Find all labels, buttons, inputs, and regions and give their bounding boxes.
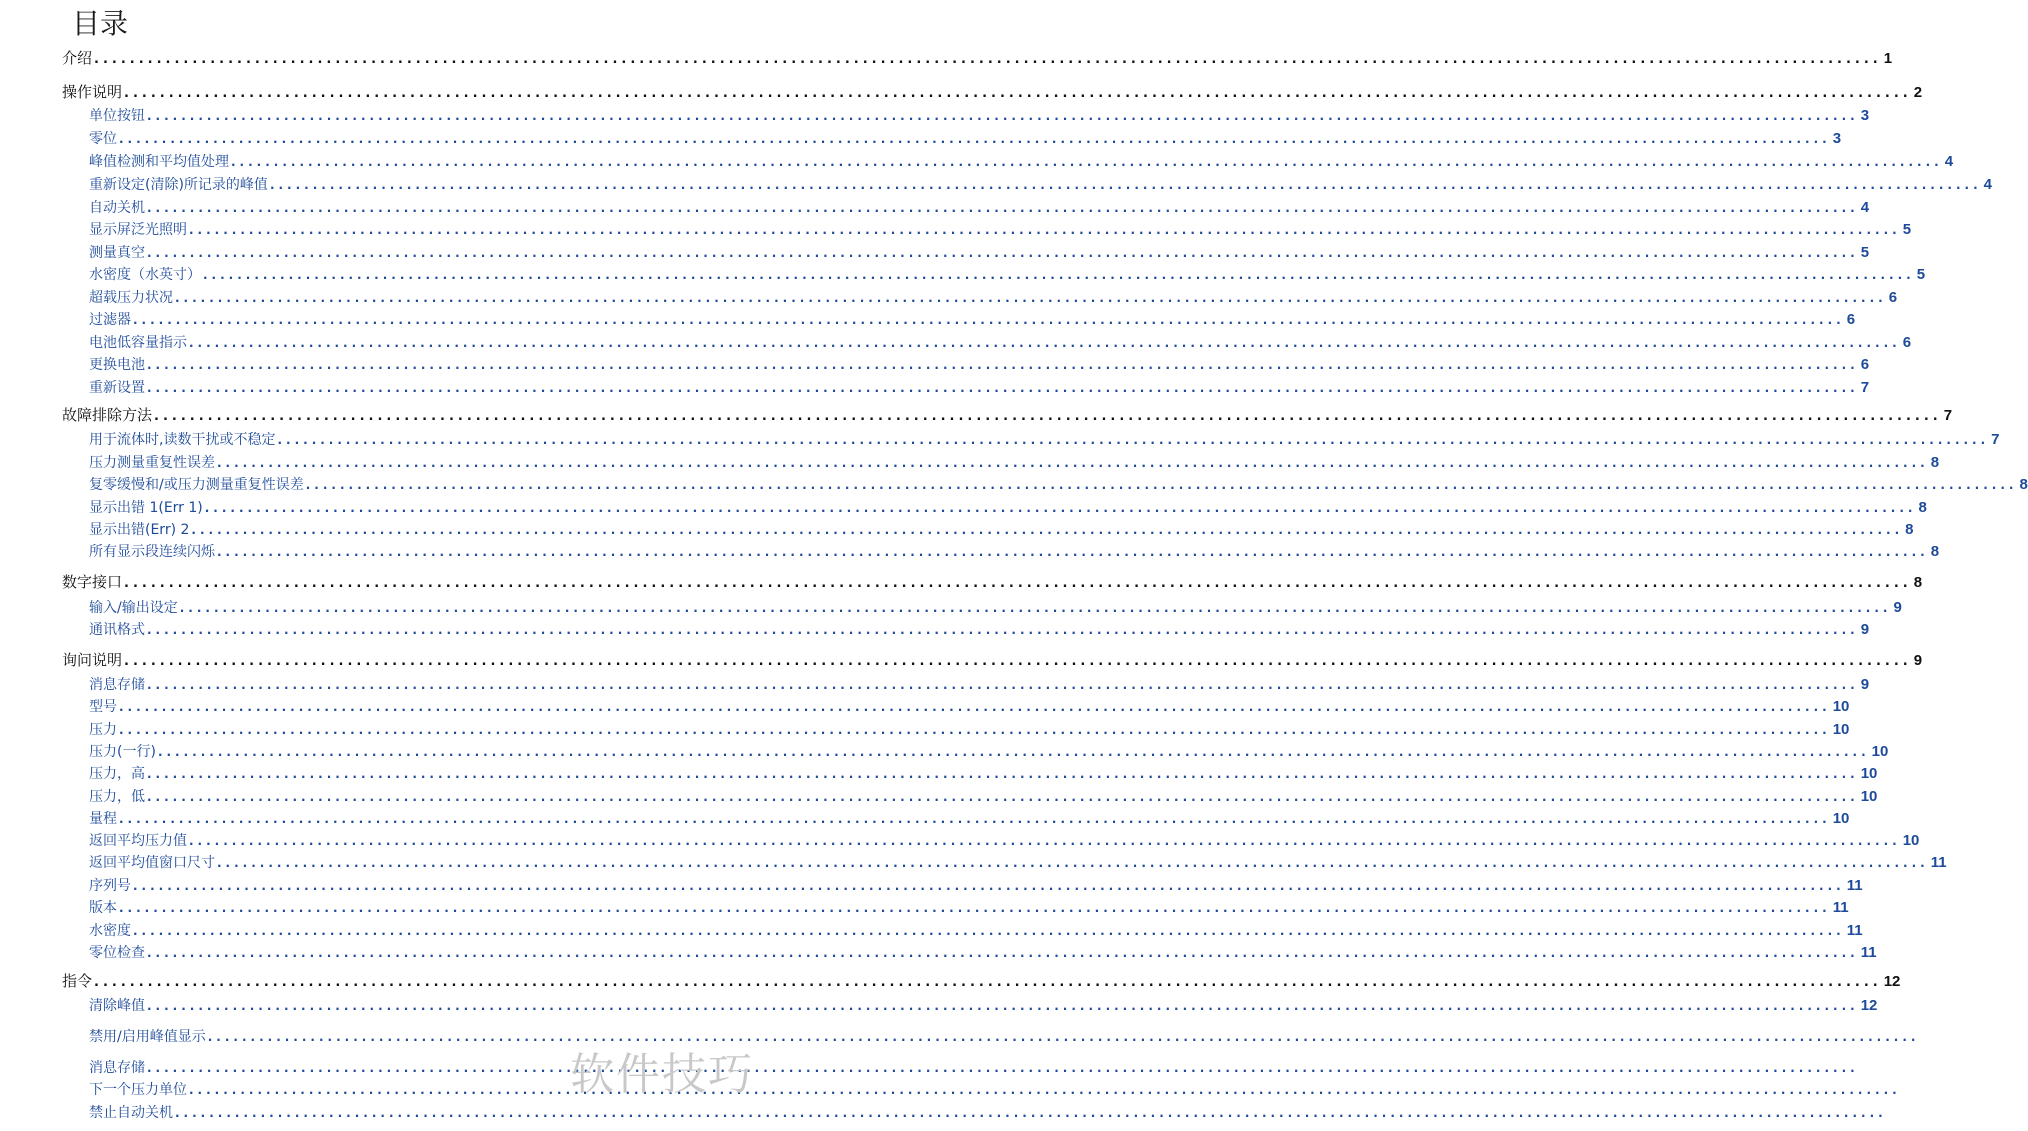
dot-leader: ........................................................................................................................................................................................................ xyxy=(277,433,1990,447)
toc-entry[interactable] xyxy=(0,696,1850,716)
toc-entry[interactable] xyxy=(0,174,1992,194)
toc-entry[interactable] xyxy=(0,474,2028,494)
toc-entry-page-number: 9 xyxy=(1860,621,1870,638)
toc-entry[interactable] xyxy=(0,377,1870,397)
toc-entry-page-number: 8 xyxy=(1905,521,1914,538)
toc-entry[interactable] xyxy=(0,497,1927,517)
toc-entry[interactable] xyxy=(0,264,1926,284)
dot-leader: ........................................................................................................................................................................................................ xyxy=(147,1061,1859,1075)
toc-entry-page-number: 4 xyxy=(1983,176,1992,193)
toc-entry-label: 自动关机 xyxy=(89,200,145,216)
toc-entry-page-number: 11 xyxy=(1860,944,1877,961)
toc-entry[interactable] xyxy=(0,995,1878,1015)
toc-entry[interactable] xyxy=(0,219,1912,239)
toc-entry[interactable] xyxy=(0,151,1954,171)
toc-entry-label: 更换电池 xyxy=(89,357,145,373)
toc-entry-page-number: 8 xyxy=(2019,476,2028,493)
toc-entry-label: 型号 xyxy=(89,699,117,715)
toc-entry[interactable] xyxy=(0,970,1901,991)
toc-entry-page-number: 6 xyxy=(1860,356,1870,373)
toc-entry-label: 显示出错 1(Err 1) xyxy=(89,500,203,516)
dot-leader: ........................................................................................................................................................................................................ xyxy=(231,155,1943,169)
toc-entry[interactable] xyxy=(0,242,1870,262)
toc-entry-page-number: 6 xyxy=(1888,289,1898,306)
dot-leader: ........................................................................................................................................................................................................ xyxy=(147,790,1859,804)
toc-entry-label: 水密度（水英寸） xyxy=(89,267,201,283)
toc-entry-label: 版本 xyxy=(89,900,117,916)
toc-entry-label: 压力(一行) xyxy=(89,744,156,760)
toc-entry[interactable] xyxy=(0,808,1850,828)
toc-entry-label: 压力，高 xyxy=(89,766,145,782)
toc-entry-label: 清除峰值 xyxy=(89,998,145,1014)
dot-leader: ........................................................................................................................................................................................................ xyxy=(217,856,1929,870)
toc-entry-label: 操作说明 xyxy=(62,83,123,101)
dot-leader: ........................................................................................................................................................................................................ xyxy=(147,246,1859,260)
toc-entry-page-number: 9 xyxy=(1913,652,1923,669)
toc-entry-page-number: 10 xyxy=(1871,743,1889,760)
toc-entry[interactable] xyxy=(0,197,1870,217)
toc-entry-page-number: 3 xyxy=(1860,107,1870,124)
toc-entry[interactable] xyxy=(0,875,1863,895)
dot-leader: ........................................................................................................................................................................................................ xyxy=(124,576,1912,591)
toc-entry[interactable] xyxy=(0,619,1870,639)
toc-entry-page-number: 7 xyxy=(1860,379,1870,396)
toc-entry-page-number: 10 xyxy=(1832,698,1850,715)
dot-leader: ........................................................................................................................................................................................................ xyxy=(189,834,1901,848)
toc-entry-page-number: 9 xyxy=(1860,676,1870,693)
dot-leader: ........................................................................................................................................................................................................ xyxy=(204,501,1917,515)
toc-entry[interactable] xyxy=(0,920,1863,940)
toc-entry-page-number: 12 xyxy=(1883,973,1901,990)
watermark: 软件技巧 xyxy=(570,1049,754,1100)
toc-entry[interactable] xyxy=(0,452,1940,472)
toc-entry[interactable] xyxy=(0,309,1856,329)
toc-entry-page-number: 10 xyxy=(1902,832,1920,849)
toc-entry-page-number: 8 xyxy=(1930,454,1940,471)
dot-leader: ........................................................................................................................................................................................................ xyxy=(147,381,1859,395)
toc-entry[interactable] xyxy=(0,332,1912,352)
toc-entry[interactable] xyxy=(0,852,1947,872)
dot-leader: ........................................................................................................................................................................................................ xyxy=(147,946,1859,960)
toc-entry-page-number: 6 xyxy=(1902,334,1912,351)
toc-entry-page-number: 10 xyxy=(1832,810,1850,827)
toc-entry-label: 零位检查 xyxy=(89,945,145,961)
dot-leader: ........................................................................................................................................................................................................ xyxy=(217,545,1929,559)
toc-entry-label: 通讯格式 xyxy=(89,622,145,638)
toc-entry-page-number: 7 xyxy=(1943,407,1953,424)
toc-entry[interactable] xyxy=(0,541,1940,561)
toc-entry-page-number: 4 xyxy=(1860,199,1870,216)
toc-entry-page-number: 12 xyxy=(1860,997,1878,1014)
toc-entry-label: 序列号 xyxy=(89,878,131,894)
dot-leader: ........................................................................................................................................................................................................ xyxy=(147,109,1859,123)
toc-entry-label: 显示屏泛光照明 xyxy=(89,222,187,238)
toc-entry-page-number: 5 xyxy=(1916,266,1926,283)
toc-entry-label: 量程 xyxy=(89,811,117,827)
toc-entry-page-number: 10 xyxy=(1860,788,1878,805)
toc-entry-page-number: 6 xyxy=(1846,311,1856,328)
toc-entry-page-number: 10 xyxy=(1832,721,1850,738)
toc-entry-label: 重新设置 xyxy=(89,380,145,396)
page-title: 目录 xyxy=(72,7,129,40)
dot-leader: ........................................................................................................................................................................................................ xyxy=(189,1083,1901,1097)
dot-leader: ........................................................................................................................................................................................................ xyxy=(191,523,1904,537)
dot-leader: ........................................................................................................................................................................................................ xyxy=(189,223,1901,237)
toc-entry-page-number: 3 xyxy=(1832,130,1842,147)
toc-entry-label: 重新设定(清除)所记录的峰值 xyxy=(89,177,268,193)
dot-leader: ........................................................................................................................................................................................................ xyxy=(305,478,2018,492)
toc-entry-label: 输入/输出设定 xyxy=(89,600,178,616)
dot-leader: ........................................................................................................................................................................................................ xyxy=(147,623,1859,637)
toc-entry-page-number: 11 xyxy=(1846,877,1863,894)
toc-entry-page-number: 9 xyxy=(1893,599,1902,616)
toc-entry-page-number: 11 xyxy=(1832,899,1849,916)
toc-entry-label: 消息存储 xyxy=(89,677,145,693)
toc-entry-label: 峰值检测和平均值处理 xyxy=(89,154,229,170)
toc-entry-label: 零位 xyxy=(89,131,117,147)
toc-entry[interactable] xyxy=(0,519,1914,539)
toc-entry[interactable] xyxy=(0,719,1850,739)
toc-entry-page-number: 7 xyxy=(1991,431,2000,448)
dot-leader: ........................................................................................................................................................................................................ xyxy=(119,723,1831,737)
toc-entry-label: 返回平均值窗口尺寸 xyxy=(89,855,215,871)
toc-entry-page-number: 2 xyxy=(1913,84,1923,101)
dot-leader: ........................................................................................................................................................................................................ xyxy=(269,178,1982,192)
toc-entry[interactable] xyxy=(0,47,1893,68)
dot-leader: ........................................................................................................................................................................................................ xyxy=(119,901,1831,915)
toc-entry-label: 故障排除方法 xyxy=(62,406,153,424)
dot-leader: ........................................................................................................................................................................................................ xyxy=(124,86,1912,101)
toc-entry-label: 指令 xyxy=(62,972,93,990)
dot-leader: ........................................................................................................................................................................................................ xyxy=(119,700,1831,714)
toc-entry-label: 测量真空 xyxy=(89,245,145,261)
dot-leader: ........................................................................................................................................................................................................ xyxy=(175,291,1887,305)
toc-entry[interactable] xyxy=(0,1057,1859,1077)
toc-entry[interactable] xyxy=(0,128,1842,148)
toc-entry-label: 水密度 xyxy=(89,923,131,939)
toc-entry-page-number: 11 xyxy=(1930,854,1947,871)
dot-leader: ........................................................................................................................................................................................................ xyxy=(94,52,1882,67)
toc-entry[interactable] xyxy=(0,404,1953,425)
toc-entry-label: 消息存储 xyxy=(89,1060,145,1076)
dot-leader: ........................................................................................................................................................................................................ xyxy=(147,358,1859,372)
dot-leader: ........................................................................................................................................................................................................ xyxy=(147,678,1859,692)
toc-entry-page-number: 8 xyxy=(1930,543,1940,560)
toc-entry[interactable] xyxy=(0,763,1878,783)
toc-entry-label: 数字接口 xyxy=(62,573,123,591)
toc-entry[interactable] xyxy=(0,105,1870,125)
dot-leader: ........................................................................................................................................................................................................ xyxy=(133,879,1845,893)
dot-leader: ........................................................................................................................................................................................................ xyxy=(124,654,1912,669)
toc-entry-label: 单位按钮 xyxy=(89,108,145,124)
dot-leader: ........................................................................................................................................................................................................ xyxy=(119,812,1831,826)
dot-leader: ........................................................................................................................................................................................................ xyxy=(147,999,1859,1013)
toc-entry-page-number: 8 xyxy=(1913,574,1923,591)
toc-entry[interactable] xyxy=(0,571,1923,592)
toc-entry-page-number: 1 xyxy=(1883,50,1893,67)
dot-leader: ........................................................................................................................................................................................................ xyxy=(147,767,1859,781)
toc-entry[interactable] xyxy=(0,741,1889,761)
toc-entry-label: 介绍 xyxy=(62,49,93,67)
toc-entry-page-number: 10 xyxy=(1860,765,1878,782)
toc-entry-label: 显示出错(Err) 2 xyxy=(89,522,190,538)
toc-entry[interactable] xyxy=(0,354,1870,374)
dot-leader: ........................................................................................................................................................................................................ xyxy=(133,313,1845,327)
toc-entry[interactable] xyxy=(0,1079,1901,1099)
toc-entry-label: 电池低容量指示 xyxy=(89,335,187,351)
toc-entry-label: 询问说明 xyxy=(62,651,123,669)
toc-entry-label: 超载压力状况 xyxy=(89,290,173,306)
toc-entry-label: 所有显示段连续闪烁 xyxy=(89,544,215,560)
dot-leader: ........................................................................................................................................................................................................ xyxy=(203,268,1915,282)
dot-leader: ........................................................................................................................................................................................................ xyxy=(154,409,1942,424)
toc-entry[interactable] xyxy=(0,897,1849,917)
dot-leader: ........................................................................................................................................................................................................ xyxy=(217,456,1929,470)
dot-leader: ........................................................................................................................................................................................................ xyxy=(94,975,1882,990)
toc-entry-label: 禁用/启用峰值显示 xyxy=(89,1029,206,1045)
toc-entry[interactable] xyxy=(0,830,1920,850)
toc-entry-page-number: 4 xyxy=(1944,153,1954,170)
toc-entry-label: 压力，低 xyxy=(89,789,145,805)
toc-entry-label: 用于流体时,读数干扰或不稳定 xyxy=(89,432,276,448)
dot-leader: ........................................................................................................................................................................................................ xyxy=(207,1030,1920,1044)
dot-leader: ........................................................................................................................................................................................................ xyxy=(175,1106,1887,1120)
toc-entry-label: 压力 xyxy=(89,722,117,738)
toc-entry-label: 复零缓慢和/或压力测量重复性误差 xyxy=(89,477,304,493)
toc-entry[interactable] xyxy=(0,429,2000,449)
dot-leader: ........................................................................................................................................................................................................ xyxy=(179,601,1892,615)
toc-entry[interactable] xyxy=(0,1026,1920,1046)
dot-leader: ........................................................................................................................................................................................................ xyxy=(119,132,1831,146)
toc-entry-label: 禁止自动关机 xyxy=(89,1105,173,1121)
dot-leader: ........................................................................................................................................................................................................ xyxy=(189,336,1901,350)
dot-leader: ........................................................................................................................................................................................................ xyxy=(147,201,1859,215)
toc-entry-page-number: 8 xyxy=(1918,499,1927,516)
toc-entry-label: 返回平均压力值 xyxy=(89,833,187,849)
toc-entry[interactable] xyxy=(0,942,1877,962)
dot-leader: ........................................................................................................................................................................................................ xyxy=(157,745,1870,759)
dot-leader: ........................................................................................................................................................................................................ xyxy=(133,924,1845,938)
toc-entry-page-number: 5 xyxy=(1860,244,1870,261)
toc-entry-page-number: 5 xyxy=(1902,221,1912,238)
toc-entry-label: 压力测量重复性误差 xyxy=(89,455,215,471)
toc-entry[interactable] xyxy=(0,786,1878,806)
toc-entry[interactable] xyxy=(0,287,1898,307)
toc-entry[interactable] xyxy=(0,674,1870,694)
toc-entry-page-number: 11 xyxy=(1846,922,1863,939)
toc-entry[interactable] xyxy=(0,649,1923,670)
toc-entry[interactable] xyxy=(0,81,1923,102)
toc-entry-label: 下一个压力单位 xyxy=(89,1082,187,1098)
toc-entry-label: 过滤器 xyxy=(89,312,131,328)
toc-entry[interactable] xyxy=(0,597,1902,617)
toc-entry[interactable] xyxy=(0,1102,1887,1122)
